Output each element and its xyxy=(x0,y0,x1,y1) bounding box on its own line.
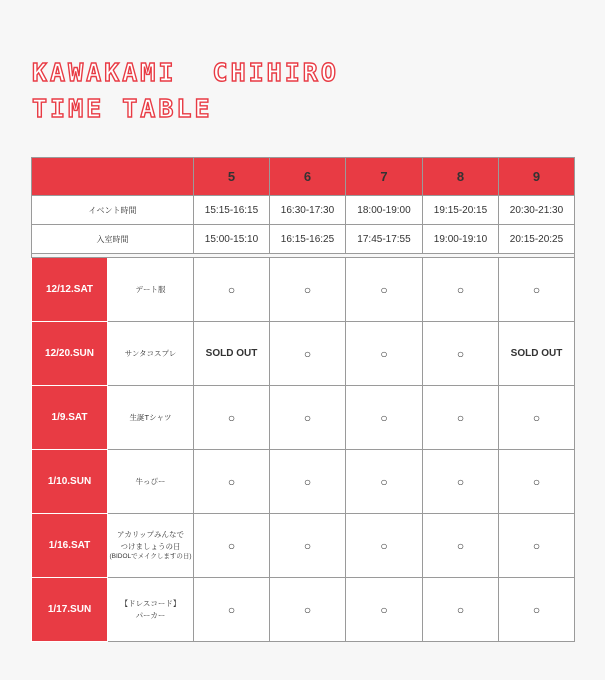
date-cell: 12/12.SAT xyxy=(32,258,108,322)
date-cell: 1/17.SUN xyxy=(32,578,108,642)
header-row xyxy=(32,158,575,196)
event-name: デート服 xyxy=(135,284,166,294)
event-name: 【ドレスコード】 パーカー xyxy=(120,599,181,620)
available-cell: ○ xyxy=(423,258,499,322)
event-name: 牛っぴー xyxy=(135,476,166,486)
title-line-1: KAWAKAMI CHIHIRO xyxy=(32,58,339,87)
available-cell: ○ xyxy=(270,386,346,450)
available-cell: ○ xyxy=(194,514,270,578)
event-cell xyxy=(108,258,194,322)
event-time-row xyxy=(32,196,575,225)
room-time-cell: 15:00-15:10 xyxy=(194,225,270,254)
event-cell xyxy=(108,386,194,450)
event-time-cell: 15:15-16:15 xyxy=(194,196,270,225)
event-name: 生誕Tシャツ xyxy=(129,412,172,422)
available-cell: ○ xyxy=(499,258,575,322)
event-time-cell: 19:15-20:15 xyxy=(423,196,499,225)
available-cell: ○ xyxy=(270,322,346,386)
event-time-cell: 20:30-21:30 xyxy=(499,196,575,225)
available-cell: ○ xyxy=(499,578,575,642)
available-cell: ○ xyxy=(499,450,575,514)
sold-out-cell: SOLD OUT xyxy=(499,322,575,386)
time-table xyxy=(31,157,575,642)
event-cell xyxy=(108,514,194,578)
title-line-2: TIME TABLE xyxy=(32,94,213,123)
available-cell: ○ xyxy=(423,450,499,514)
event-cell xyxy=(108,578,194,642)
column-header: 5 xyxy=(194,158,270,196)
schedule-row xyxy=(32,578,575,642)
available-cell: ○ xyxy=(346,578,423,642)
schedule-row xyxy=(32,386,575,450)
room-time-row xyxy=(32,225,575,254)
schedule-row xyxy=(32,450,575,514)
available-cell: ○ xyxy=(270,578,346,642)
event-name: サンタコスプレ xyxy=(124,348,177,358)
available-cell: ○ xyxy=(423,578,499,642)
event-cell xyxy=(108,450,194,514)
schedule-row xyxy=(32,514,575,578)
column-header: 6 xyxy=(270,158,346,196)
available-cell: ○ xyxy=(346,514,423,578)
event-note: (BIDOLでメイクしますの日) xyxy=(109,552,192,560)
available-cell: ○ xyxy=(346,258,423,322)
date-cell: 1/16.SAT xyxy=(32,514,108,578)
room-time-cell: 17:45-17:55 xyxy=(346,225,423,254)
event-time-cell: 16:30-17:30 xyxy=(270,196,346,225)
room-time-cell: 16:15-16:25 xyxy=(270,225,346,254)
available-cell: ○ xyxy=(346,322,423,386)
column-header: 7 xyxy=(346,158,423,196)
room-time-label: 入室時間 xyxy=(32,225,194,254)
available-cell: ○ xyxy=(346,386,423,450)
column-header: 8 xyxy=(423,158,499,196)
column-header: 9 xyxy=(499,158,575,196)
available-cell: ○ xyxy=(194,258,270,322)
sold-out-cell: SOLD OUT xyxy=(194,322,270,386)
available-cell: ○ xyxy=(270,514,346,578)
room-time-cell: 19:00-19:10 xyxy=(423,225,499,254)
available-cell: ○ xyxy=(499,386,575,450)
event-cell xyxy=(108,322,194,386)
event-time-cell: 18:00-19:00 xyxy=(346,196,423,225)
available-cell: ○ xyxy=(270,450,346,514)
schedule-row xyxy=(32,258,575,322)
available-cell: ○ xyxy=(346,450,423,514)
available-cell: ○ xyxy=(270,258,346,322)
schedule-row xyxy=(32,322,575,386)
available-cell: ○ xyxy=(423,514,499,578)
event-time-label: イベント時間 xyxy=(32,196,194,225)
header-corner xyxy=(32,158,194,196)
date-cell: 1/9.SAT xyxy=(32,386,108,450)
available-cell: ○ xyxy=(194,386,270,450)
available-cell: ○ xyxy=(194,450,270,514)
date-cell: 12/20.SUN xyxy=(32,322,108,386)
schedule-body xyxy=(32,258,575,642)
date-cell: 1/10.SUN xyxy=(32,450,108,514)
event-name: アカリップみんなで つけましょうの日 xyxy=(116,530,185,551)
available-cell: ○ xyxy=(423,322,499,386)
room-time-cell: 20:15-20:25 xyxy=(499,225,575,254)
available-cell: ○ xyxy=(423,386,499,450)
available-cell: ○ xyxy=(499,514,575,578)
available-cell: ○ xyxy=(194,578,270,642)
